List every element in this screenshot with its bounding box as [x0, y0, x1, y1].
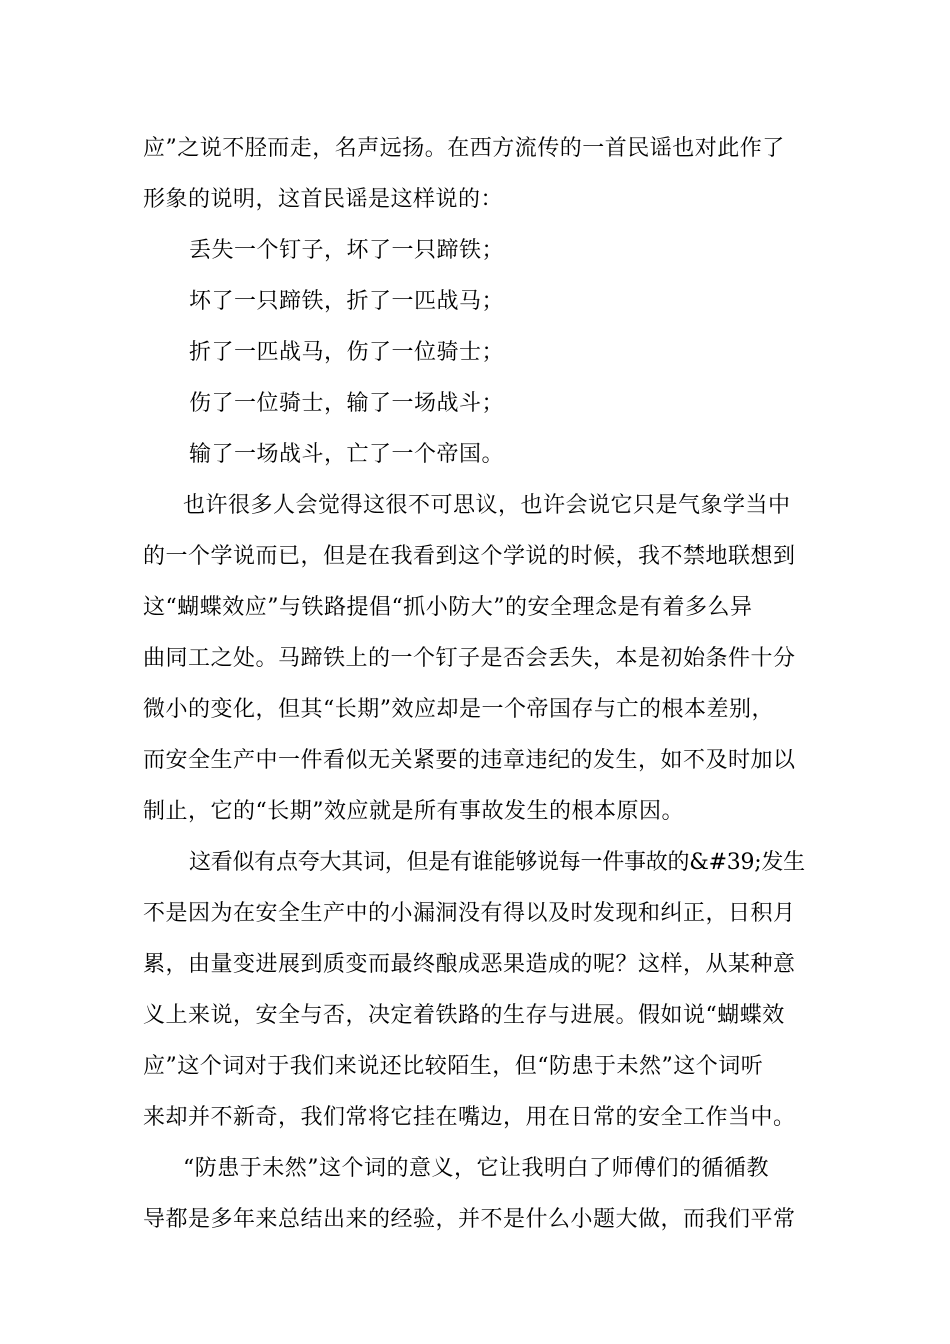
verse-line: 伤了一位骑士，输了一场战斗；	[189, 391, 505, 416]
paragraph-first-line: 这看似有点夸大其词，但是有谁能够说每一件事故的&#39;发生	[189, 850, 805, 875]
text-line: 形象的说明，这首民谣是这样说的：	[143, 187, 504, 212]
text-line: 微小的变化，但其“长期”效应却是一个帝国存与亡的根本差别，	[143, 697, 774, 722]
verse-line: 输了一场战斗，亡了一个帝国。	[189, 442, 505, 467]
text-line: 应”之说不胫而走，名声远扬。在西方流传的一首民谣也对此作了	[143, 136, 785, 161]
text-line: 制止，它的“长期”效应就是所有事故发生的根本原因。	[143, 799, 684, 824]
document-body	[143, 123, 808, 1245]
text-line: 不是因为在安全生产中的小漏洞没有得以及时发现和纠正，日积月	[143, 901, 796, 926]
text-line: 这“蝴蝶效应”与铁路提倡“抓小防大”的安全理念是有着多么异	[143, 595, 753, 620]
paragraph-first-line: “防患于未然”这个词的意义，它让我明白了师傅们的循循教	[183, 1156, 769, 1181]
paragraph-first-line: 也许很多人会觉得这很不可思议，也许会说它只是气象学当中	[183, 493, 791, 518]
verse-line: 坏了一只蹄铁，折了一匹战马；	[189, 289, 505, 314]
text-line: 导都是多年来总结出来的经验，并不是什么小题大做，而我们平常	[143, 1207, 796, 1232]
text-line: 的一个学说而已，但是在我看到这个学说的时候，我不禁地联想到	[143, 544, 796, 569]
text-line: 曲同工之处。马蹄铁上的一个钉子是否会丢失，本是初始条件十分	[143, 646, 796, 671]
text-line: 来却并不新奇，我们常将它挂在嘴边，用在日常的安全工作当中。	[143, 1105, 796, 1130]
text-line: 累，由量变进展到质变而最终酿成恶果造成的呢？这样，从某种意	[143, 952, 796, 977]
text-line: 义上来说，安全与否，决定着铁路的生存与进展。假如说“蝴蝶效	[143, 1003, 785, 1028]
verse-line: 折了一匹战马，伤了一位骑士；	[189, 340, 505, 365]
text-line: 而安全生产中一件看似无关紧要的违章违纪的发生，如不及时加以	[143, 748, 796, 773]
text-line: 应”这个词对于我们来说还比较陌生，但“防患于未然”这个词听	[143, 1054, 764, 1079]
verse-line: 丢失一个钉子，坏了一只蹄铁；	[189, 238, 505, 263]
